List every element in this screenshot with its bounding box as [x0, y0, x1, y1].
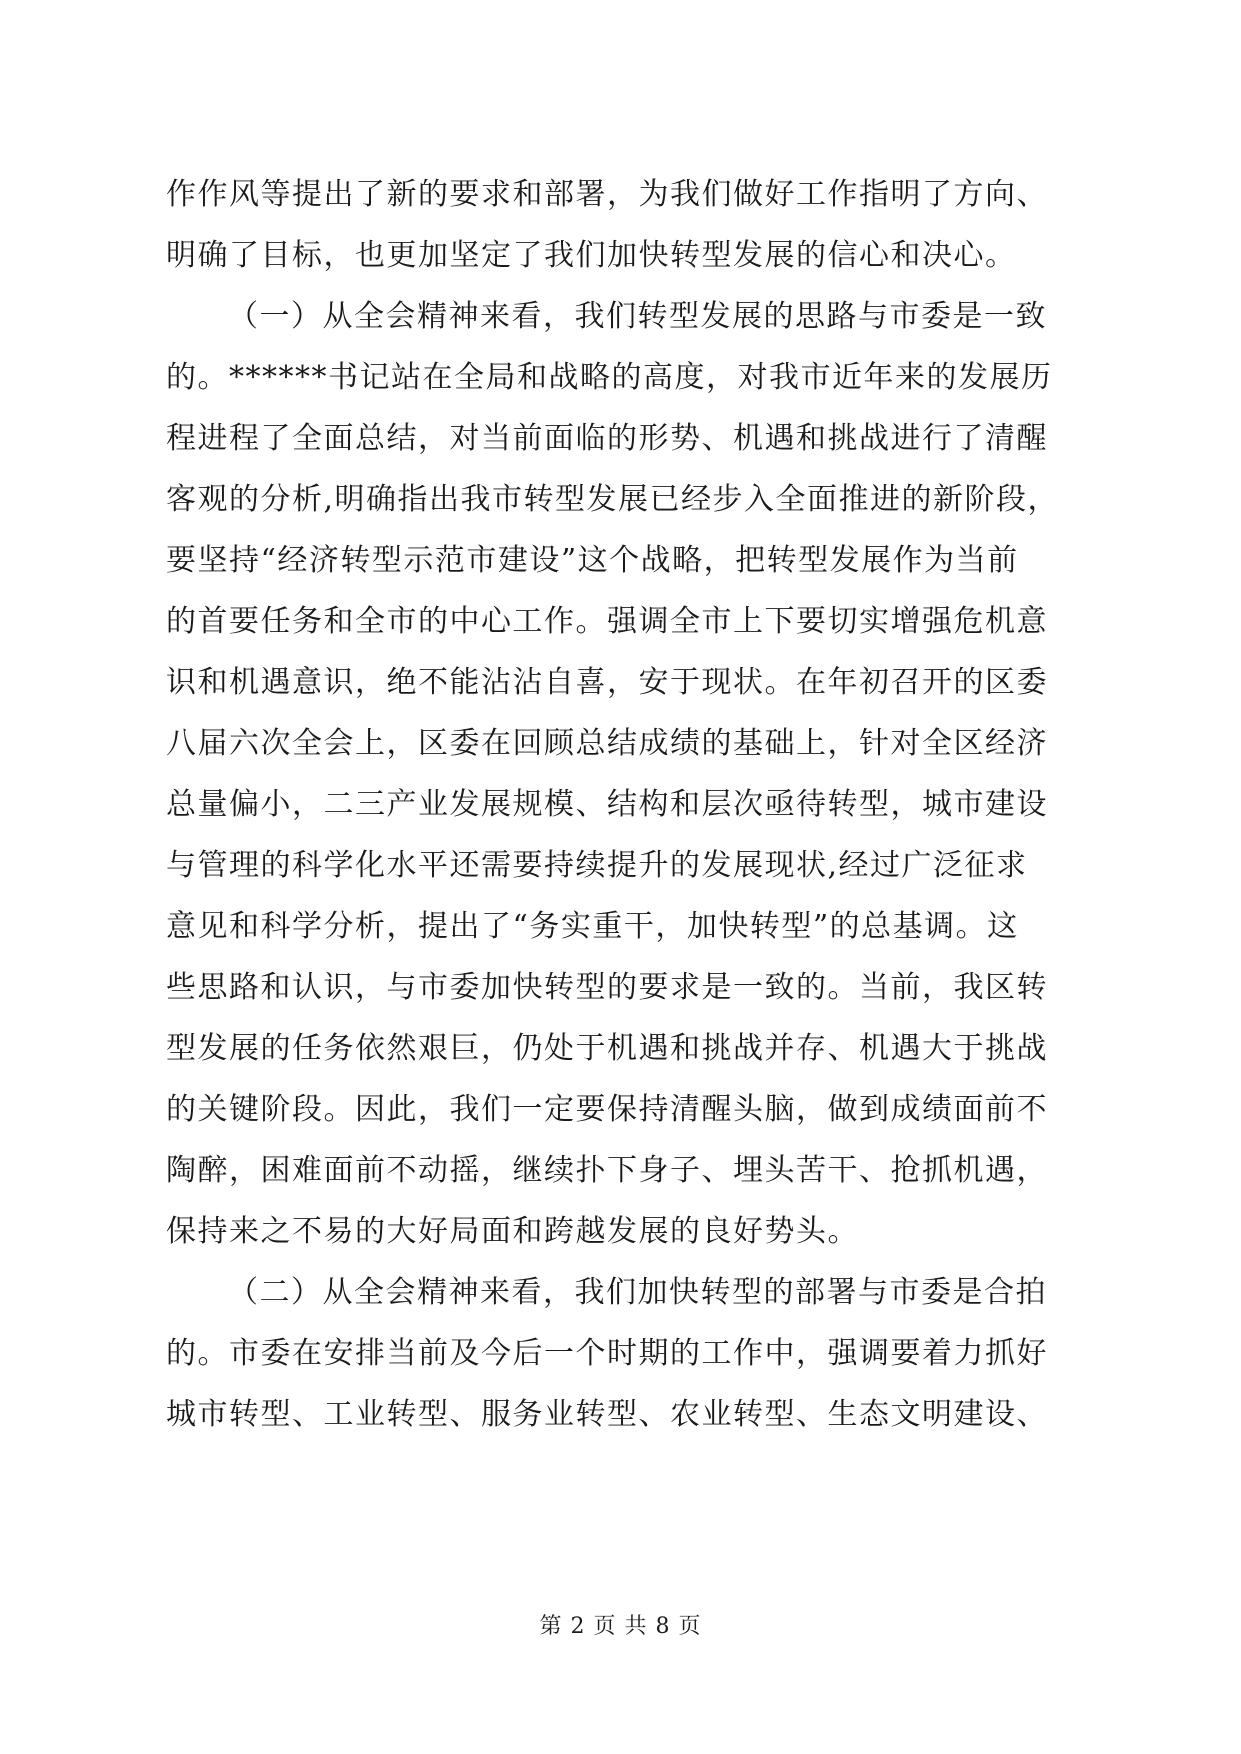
body-line: 陶醉，困难面前不动摇，继续扑下身子、埋头苦干、抢抓机遇，	[166, 1153, 1048, 1188]
body-line: 城市转型、工业转型、服务业转型、农业转型、生态文明建设、	[166, 1397, 1048, 1432]
section-heading-line: （二）从全会精神来看，我们加快转型的部署与市委是合拍	[228, 1275, 1047, 1310]
body-line: 的。市委在安排当前及今后一个时期的工作中，强调要着力抓好	[166, 1336, 1048, 1371]
body-line: 保持来之不易的大好局面和跨越发展的良好势头。	[166, 1214, 859, 1249]
body-line: 作作风等提出了新的要求和部署，为我们做好工作指明了方向、	[166, 177, 1048, 212]
body-line: 意见和科学分析，提出了“务实重干，加快转型”的总基调。这	[166, 909, 1019, 944]
section-heading-line: （一）从全会精神来看，我们转型发展的思路与市委是一致	[228, 299, 1047, 334]
body-line: 总量偏小，二三产业发展规模、结构和层次亟待转型，城市建设	[166, 787, 1048, 822]
body-line: 些思路和认识，与市委加快转型的要求是一致的。当前，我区转	[166, 970, 1048, 1005]
body-line: 的关键阶段。因此，我们一定要保持清醒头脑，做到成绩面前不	[166, 1092, 1048, 1127]
document-body	[166, 164, 1076, 1445]
body-line: 的。******书记站在全局和战略的高度，对我市近年来的发展历	[166, 360, 1053, 395]
body-line: 要坚持“经济转型示范市建设”这个战略，把转型发展作为当前	[166, 543, 1019, 578]
body-line: 八届六次全会上，区委在回顾总结成绩的基础上，针对全区经济	[166, 726, 1048, 761]
body-line: 明确了目标，也更加坚定了我们加快转型发展的信心和决心。	[166, 238, 1017, 273]
body-line: 的首要任务和全市的中心工作。强调全市上下要切实增强危机意	[166, 604, 1048, 639]
body-line: 程进程了全面总结，对当前面临的形势、机遇和挑战进行了清醒	[166, 421, 1048, 456]
body-line: 型发展的任务依然艰巨，仍处于机遇和挑战并存、机遇大于挑战	[166, 1031, 1048, 1066]
body-line: 与管理的科学化水平还需要持续提升的发展现状,经过广泛征求	[166, 848, 1028, 883]
body-line: 识和机遇意识，绝不能沾沾自喜，安于现状。在年初召开的区委	[166, 665, 1048, 700]
page-number-footer: 第 2 页 共 8 页	[539, 1614, 702, 1639]
body-line: 客观的分析,明确指出我市转型发展已经步入全面推进的新阶段，	[166, 482, 1060, 517]
